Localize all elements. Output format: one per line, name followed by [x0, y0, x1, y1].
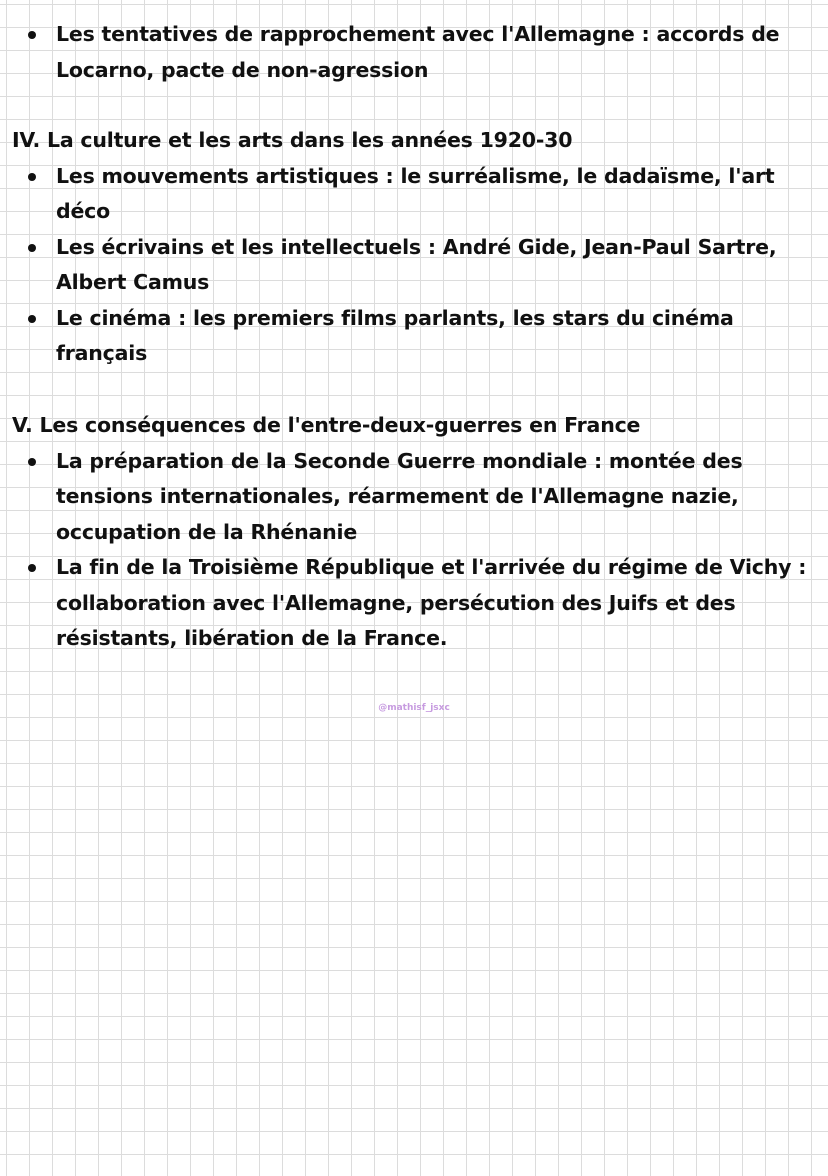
bullet-text: Les mouvements artistiques : le surréalisme, le dadaïsme, l'art déco: [56, 163, 775, 223]
bullet-text: La fin de la Troisième République et l'arrivée du régime de Vichy : collaboration avec l'Allemagne, persécution des Juifs et des résistants, libération de la France.: [56, 555, 807, 650]
bullet-item: [56, 550, 808, 657]
section-v-heading: V. Les conséquences de l'entre-deux-guerres en France: [12, 413, 641, 437]
section-iv-heading: IV. La culture et les arts dans les années 1920-30: [12, 128, 573, 152]
bullet-item: [56, 230, 808, 301]
section-v-bullet-list: [0, 444, 808, 657]
bullet-text: La préparation de la Seconde Guerre mondiale : montée des tensions internationales, réarmement de l'Allemagne nazie, occupation de la Rhénanie: [56, 448, 743, 544]
bullet-dot-icon: [28, 315, 36, 323]
bullet-item: [56, 301, 808, 372]
bullet-dot-icon: [28, 173, 36, 181]
bullet-dot-icon: [28, 244, 36, 252]
continued-bullet-list: [0, 17, 808, 88]
bullet-dot-icon: [28, 458, 36, 466]
bullet-item: [56, 444, 808, 551]
bullet-text: Le cinéma : les premiers films parlants, les stars du cinéma français: [56, 305, 734, 365]
section-v: [0, 408, 808, 657]
author-watermark: @mathisf_jsxc: [378, 703, 450, 713]
section-iv-bullet-list: [0, 159, 808, 372]
bullet-dot-icon: [28, 564, 36, 572]
bullet-item: [56, 17, 808, 88]
bullet-dot-icon: [28, 31, 36, 39]
bullet-text: Les écrivains et les intellectuels : André Gide, Jean-Paul Sartre, Albert Camus: [56, 234, 777, 294]
continued-bullets-block: [0, 17, 808, 88]
bullet-text: Les tentatives de rapprochement avec l'Allemagne : accords de Locarno, pacte de non-agression: [56, 22, 780, 82]
bullet-item: [56, 159, 808, 230]
section-iv: [0, 123, 808, 372]
